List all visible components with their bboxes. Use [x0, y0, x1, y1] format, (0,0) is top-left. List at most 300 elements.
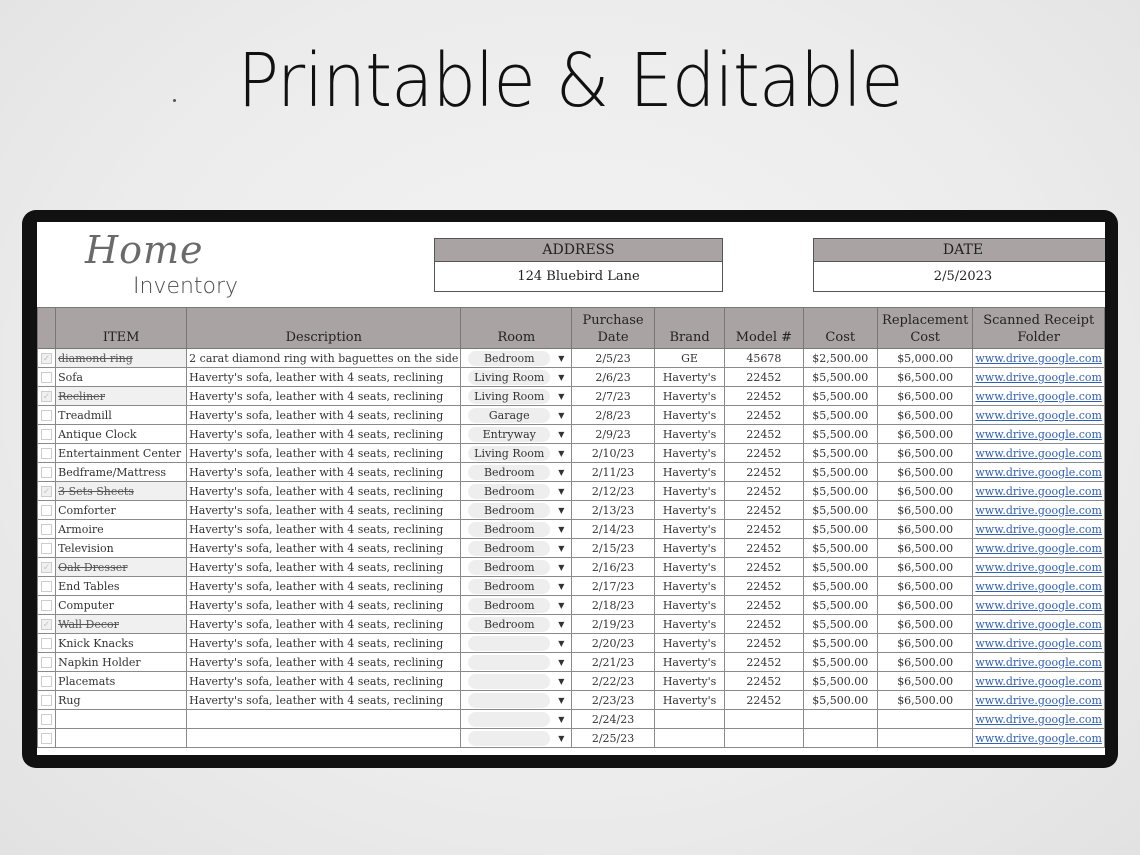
model-cell[interactable]: 22452	[725, 444, 803, 463]
room-value: Bedroom	[468, 560, 550, 575]
description-cell[interactable]	[187, 729, 461, 748]
description-cell[interactable]: 2 carat diamond ring with baguettes on the side	[187, 349, 461, 368]
cost-cell[interactable]: $5,500.00	[803, 368, 877, 387]
cost-cell[interactable]: $5,500.00	[803, 558, 877, 577]
room-value	[468, 655, 550, 670]
replacement-cost-cell[interactable]: $6,500.00	[877, 596, 972, 615]
table-row	[38, 463, 1105, 482]
description-cell[interactable]: Haverty's sofa, leather with 4 seats, reclining	[187, 596, 461, 615]
check-cell	[38, 634, 56, 653]
brand-cell[interactable]: Haverty's	[654, 463, 724, 482]
check-cell	[38, 558, 56, 577]
room-value: Bedroom	[468, 351, 550, 366]
checkbox[interactable]	[41, 372, 52, 383]
cost-cell[interactable]: $5,500.00	[803, 425, 877, 444]
description-cell[interactable]: Haverty's sofa, leather with 4 seats, reclining	[187, 615, 461, 634]
room-dropdown[interactable]	[461, 634, 572, 653]
triangle-down-icon[interactable]: ▼	[558, 695, 565, 705]
address-field[interactable]: 124 Bluebird Lane	[517, 269, 640, 284]
model-cell[interactable]: 22452	[725, 520, 803, 539]
triangle-down-icon[interactable]: ▼	[558, 448, 565, 458]
brand-cell[interactable]: Haverty's	[654, 577, 724, 596]
description-cell[interactable]: Haverty's sofa, leather with 4 seats, reclining	[187, 691, 461, 710]
check-cell	[38, 672, 56, 691]
triangle-down-icon[interactable]: ▼	[558, 391, 565, 401]
cost-cell[interactable]: $5,500.00	[803, 444, 877, 463]
room-dropdown[interactable]	[461, 387, 572, 406]
speck	[173, 99, 176, 102]
header-purchase-date: Purchase Date	[572, 308, 655, 349]
room-dropdown[interactable]	[461, 653, 572, 672]
room-dropdown[interactable]	[461, 349, 572, 368]
checkbox[interactable]	[41, 429, 52, 440]
replacement-cost-cell[interactable]: $6,500.00	[877, 444, 972, 463]
model-cell[interactable]: 22452	[725, 558, 803, 577]
check-cell	[38, 444, 56, 463]
brand-cell[interactable]	[654, 710, 724, 729]
cost-cell[interactable]: $5,500.00	[803, 653, 877, 672]
checkbox[interactable]	[41, 695, 52, 706]
receipt-link[interactable]: www.drive.google.com	[973, 520, 1105, 539]
purchase-date-cell[interactable]: 2/7/23	[572, 387, 655, 406]
item-cell[interactable]: Rug	[56, 691, 187, 710]
table-row	[38, 729, 1105, 748]
cost-cell[interactable]: $5,500.00	[803, 463, 877, 482]
brand-cell[interactable]: Haverty's	[654, 482, 724, 501]
description-cell[interactable]: Haverty's sofa, leather with 4 seats, reclining	[187, 501, 461, 520]
receipt-link[interactable]: www.drive.google.com	[973, 691, 1105, 710]
checkbox[interactable]	[41, 733, 52, 744]
header-item: ITEM	[56, 308, 187, 349]
receipt-link[interactable]: www.drive.google.com	[973, 653, 1105, 672]
item-cell[interactable]: Oak Dresser	[56, 558, 187, 577]
table-row	[38, 710, 1105, 729]
description-cell[interactable]: Haverty's sofa, leather with 4 seats, reclining	[187, 539, 461, 558]
room-value: Bedroom	[468, 579, 550, 594]
header-cost: Cost	[803, 308, 877, 349]
triangle-down-icon[interactable]: ▼	[558, 486, 565, 496]
purchase-date-cell[interactable]: 2/19/23	[572, 615, 655, 634]
model-cell[interactable]: 22452	[725, 691, 803, 710]
replacement-cost-cell[interactable]: $6,500.00	[877, 406, 972, 425]
purchase-date-cell[interactable]: 2/16/23	[572, 558, 655, 577]
headline: Printable & Editable	[237, 38, 903, 124]
table-row	[38, 653, 1105, 672]
cost-cell[interactable]	[803, 729, 877, 748]
description-cell[interactable]: Haverty's sofa, leather with 4 seats, reclining	[187, 653, 461, 672]
item-cell[interactable]	[56, 729, 187, 748]
date-field[interactable]: 2/5/2023	[933, 269, 993, 284]
triangle-down-icon[interactable]: ▼	[558, 733, 565, 743]
description-cell[interactable]: Haverty's sofa, leather with 4 seats, reclining	[187, 406, 461, 425]
room-value: Living Room	[468, 446, 550, 461]
room-value	[468, 636, 550, 651]
room-value: Bedroom	[468, 484, 550, 499]
triangle-down-icon[interactable]: ▼	[558, 676, 565, 686]
purchase-date-cell[interactable]: 2/8/23	[572, 406, 655, 425]
checkbox[interactable]	[41, 619, 52, 630]
check-cell	[38, 596, 56, 615]
receipt-link[interactable]: www.drive.google.com	[973, 349, 1105, 368]
checkbox[interactable]	[41, 714, 52, 725]
room-value: Living Room	[468, 389, 550, 404]
check-cell	[38, 482, 56, 501]
item-cell[interactable]: Sofa	[56, 368, 187, 387]
purchase-date-cell[interactable]: 2/22/23	[572, 672, 655, 691]
room-value: Entryway	[468, 427, 550, 442]
checkbox[interactable]	[41, 543, 52, 554]
replacement-cost-cell[interactable]: $6,500.00	[877, 387, 972, 406]
item-cell[interactable]: Entertainment Center	[56, 444, 187, 463]
replacement-cost-cell[interactable]: $6,500.00	[877, 482, 972, 501]
description-cell[interactable]	[187, 710, 461, 729]
model-cell[interactable]: 22452	[725, 463, 803, 482]
cost-cell[interactable]: $5,500.00	[803, 634, 877, 653]
purchase-date-cell[interactable]: 2/24/23	[572, 710, 655, 729]
cost-cell[interactable]: $5,500.00	[803, 501, 877, 520]
receipt-link[interactable]: www.drive.google.com	[973, 558, 1105, 577]
room-dropdown[interactable]	[461, 482, 572, 501]
room-value: Living Room	[468, 370, 550, 385]
model-cell[interactable]: 22452	[725, 596, 803, 615]
triangle-down-icon[interactable]: ▼	[558, 410, 565, 420]
triangle-down-icon[interactable]: ▼	[558, 524, 565, 534]
replacement-cost-cell[interactable]: $6,500.00	[877, 558, 972, 577]
room-value: Bedroom	[468, 503, 550, 518]
cost-cell[interactable]: $2,500.00	[803, 349, 877, 368]
receipt-link[interactable]: www.drive.google.com	[973, 710, 1105, 729]
checkbox[interactable]	[41, 562, 52, 573]
item-cell[interactable]: diamond ring	[56, 349, 187, 368]
brand-cell[interactable]: Haverty's	[654, 691, 724, 710]
room-dropdown[interactable]	[461, 463, 572, 482]
model-cell[interactable]: 45678	[725, 349, 803, 368]
model-cell[interactable]: 22452	[725, 672, 803, 691]
model-cell[interactable]	[725, 729, 803, 748]
room-dropdown[interactable]	[461, 501, 572, 520]
room-dropdown[interactable]	[461, 444, 572, 463]
room-dropdown[interactable]	[461, 691, 572, 710]
receipt-link[interactable]: www.drive.google.com	[973, 729, 1105, 748]
receipt-link[interactable]: www.drive.google.com	[973, 463, 1105, 482]
model-cell[interactable]: 22452	[725, 501, 803, 520]
receipt-link[interactable]: www.drive.google.com	[973, 444, 1105, 463]
cost-cell[interactable]	[803, 710, 877, 729]
room-dropdown[interactable]	[461, 406, 572, 425]
brand-cell[interactable]: Haverty's	[654, 634, 724, 653]
cost-cell[interactable]: $5,500.00	[803, 387, 877, 406]
table-row	[38, 539, 1105, 558]
room-dropdown[interactable]	[461, 558, 572, 577]
model-cell[interactable]: 22452	[725, 615, 803, 634]
description-cell[interactable]: Haverty's sofa, leather with 4 seats, reclining	[187, 463, 461, 482]
room-dropdown[interactable]	[461, 368, 572, 387]
table-row	[38, 425, 1105, 444]
table-row	[38, 368, 1105, 387]
check-cell	[38, 349, 56, 368]
table-row	[38, 558, 1105, 577]
model-cell[interactable]: 22452	[725, 539, 803, 558]
item-cell[interactable]: Bedframe/Mattress	[56, 463, 187, 482]
triangle-down-icon[interactable]: ▼	[558, 429, 565, 439]
cost-cell[interactable]: $5,500.00	[803, 406, 877, 425]
receipt-link[interactable]: www.drive.google.com	[973, 501, 1105, 520]
table-row	[38, 691, 1105, 710]
checkbox[interactable]	[41, 467, 52, 478]
brand-cell[interactable]: Haverty's	[654, 615, 724, 634]
cost-cell[interactable]: $5,500.00	[803, 691, 877, 710]
check-cell	[38, 577, 56, 596]
room-value: Bedroom	[468, 598, 550, 613]
purchase-date-cell[interactable]: 2/11/23	[572, 463, 655, 482]
header-description: Description	[187, 308, 461, 349]
cost-cell[interactable]: $5,500.00	[803, 615, 877, 634]
triangle-down-icon[interactable]: ▼	[558, 638, 565, 648]
checkbox[interactable]	[41, 581, 52, 592]
checkbox[interactable]	[41, 353, 52, 364]
replacement-cost-cell[interactable]: $6,500.00	[877, 463, 972, 482]
room-dropdown[interactable]	[461, 520, 572, 539]
header-room: Room	[461, 308, 572, 349]
receipt-link[interactable]: www.drive.google.com	[973, 615, 1105, 634]
cost-cell[interactable]: $5,500.00	[803, 520, 877, 539]
check-cell	[38, 425, 56, 444]
description-cell[interactable]: Haverty's sofa, leather with 4 seats, reclining	[187, 577, 461, 596]
room-dropdown[interactable]	[461, 729, 572, 748]
brand-cell[interactable]: Haverty's	[654, 520, 724, 539]
brand-cell[interactable]: Haverty's	[654, 596, 724, 615]
check-cell	[38, 406, 56, 425]
purchase-date-cell[interactable]: 2/6/23	[572, 368, 655, 387]
description-cell[interactable]: Haverty's sofa, leather with 4 seats, reclining	[187, 634, 461, 653]
item-cell[interactable]: Computer	[56, 596, 187, 615]
brand-cell[interactable]: GE	[654, 349, 724, 368]
table-row	[38, 672, 1105, 691]
purchase-date-cell[interactable]: 2/20/23	[572, 634, 655, 653]
brand-cell[interactable]: Haverty's	[654, 387, 724, 406]
table-row	[38, 349, 1105, 368]
receipt-link[interactable]: www.drive.google.com	[973, 368, 1105, 387]
triangle-down-icon[interactable]: ▼	[558, 543, 565, 553]
item-cell[interactable]: Placemats	[56, 672, 187, 691]
triangle-down-icon[interactable]: ▼	[558, 581, 565, 591]
checkbox[interactable]	[41, 410, 52, 421]
model-cell[interactable]: 22452	[725, 406, 803, 425]
check-cell	[38, 653, 56, 672]
replacement-cost-cell[interactable]: $6,500.00	[877, 691, 972, 710]
purchase-date-cell[interactable]: 2/21/23	[572, 653, 655, 672]
room-dropdown[interactable]	[461, 615, 572, 634]
description-cell[interactable]: Haverty's sofa, leather with 4 seats, reclining	[187, 520, 461, 539]
model-cell[interactable]: 22452	[725, 387, 803, 406]
model-cell[interactable]	[725, 710, 803, 729]
replacement-cost-cell[interactable]: $6,500.00	[877, 425, 972, 444]
table-row	[38, 634, 1105, 653]
header-brand: Brand	[654, 308, 724, 349]
replacement-cost-cell[interactable]: $6,500.00	[877, 501, 972, 520]
model-cell[interactable]: 22452	[725, 653, 803, 672]
purchase-date-cell[interactable]: 2/23/23	[572, 691, 655, 710]
checkbox[interactable]	[41, 448, 52, 459]
check-cell	[38, 729, 56, 748]
check-cell	[38, 368, 56, 387]
description-cell[interactable]: Haverty's sofa, leather with 4 seats, reclining	[187, 387, 461, 406]
brand-cell[interactable]: Haverty's	[654, 444, 724, 463]
receipt-link[interactable]: www.drive.google.com	[973, 596, 1105, 615]
item-cell[interactable]: 3 Sets Sheets	[56, 482, 187, 501]
replacement-cost-cell[interactable]: $6,500.00	[877, 615, 972, 634]
cost-cell[interactable]: $5,500.00	[803, 482, 877, 501]
model-cell[interactable]: 22452	[725, 634, 803, 653]
brand-cell[interactable]: Haverty's	[654, 653, 724, 672]
triangle-down-icon[interactable]: ▼	[558, 505, 565, 515]
triangle-down-icon[interactable]: ▼	[558, 657, 565, 667]
replacement-cost-cell[interactable]: $6,500.00	[877, 520, 972, 539]
triangle-down-icon[interactable]: ▼	[558, 714, 565, 724]
check-cell	[38, 615, 56, 634]
room-value: Bedroom	[468, 522, 550, 537]
description-cell[interactable]: Haverty's sofa, leather with 4 seats, reclining	[187, 444, 461, 463]
purchase-date-cell[interactable]: 2/14/23	[572, 520, 655, 539]
table-row	[38, 577, 1105, 596]
purchase-date-cell[interactable]: 2/15/23	[572, 539, 655, 558]
check-icon: ✓	[42, 487, 51, 497]
brand-cell[interactable]	[654, 729, 724, 748]
address-box	[434, 238, 723, 292]
model-cell[interactable]: 22452	[725, 482, 803, 501]
item-cell[interactable]: Television	[56, 539, 187, 558]
cost-cell[interactable]: $5,500.00	[803, 539, 877, 558]
triangle-down-icon[interactable]: ▼	[558, 600, 565, 610]
room-dropdown[interactable]	[461, 596, 572, 615]
room-value	[468, 693, 550, 708]
room-dropdown[interactable]	[461, 425, 572, 444]
purchase-date-cell[interactable]: 2/25/23	[572, 729, 655, 748]
checkbox[interactable]	[41, 657, 52, 668]
room-dropdown[interactable]	[461, 710, 572, 729]
model-cell[interactable]: 22452	[725, 577, 803, 596]
receipt-link[interactable]: www.drive.google.com	[973, 539, 1105, 558]
room-value: Bedroom	[468, 465, 550, 480]
receipt-link[interactable]: www.drive.google.com	[973, 387, 1105, 406]
room-value	[468, 712, 550, 727]
table-row	[38, 501, 1105, 520]
item-cell[interactable]: Armoire	[56, 520, 187, 539]
triangle-down-icon[interactable]: ▼	[558, 619, 565, 629]
checkbox[interactable]	[41, 600, 52, 611]
spreadsheet	[37, 222, 1105, 755]
item-cell[interactable]	[56, 710, 187, 729]
item-cell[interactable]: Treadmill	[56, 406, 187, 425]
header-receipt-folder: Scanned Receipt Folder	[973, 308, 1105, 349]
item-cell[interactable]: Recliner	[56, 387, 187, 406]
purchase-date-cell[interactable]: 2/13/23	[572, 501, 655, 520]
receipt-link[interactable]: www.drive.google.com	[973, 482, 1105, 501]
table-row	[38, 615, 1105, 634]
header-row	[38, 308, 1105, 349]
receipt-link[interactable]: www.drive.google.com	[973, 406, 1105, 425]
cost-cell[interactable]: $5,500.00	[803, 577, 877, 596]
check-icon: ✓	[42, 392, 51, 402]
replacement-cost-cell[interactable]	[877, 729, 972, 748]
brand-cell[interactable]: Haverty's	[654, 425, 724, 444]
cost-cell[interactable]: $5,500.00	[803, 672, 877, 691]
receipt-link[interactable]: www.drive.google.com	[973, 672, 1105, 691]
replacement-cost-cell[interactable]: $6,500.00	[877, 672, 972, 691]
description-cell[interactable]: Haverty's sofa, leather with 4 seats, reclining	[187, 425, 461, 444]
brand-cell[interactable]: Haverty's	[654, 672, 724, 691]
triangle-down-icon[interactable]: ▼	[558, 467, 565, 477]
replacement-cost-cell[interactable]: $6,500.00	[877, 634, 972, 653]
check-cell	[38, 710, 56, 729]
brand-cell[interactable]: Haverty's	[654, 558, 724, 577]
purchase-date-cell[interactable]: 2/10/23	[572, 444, 655, 463]
receipt-link[interactable]: www.drive.google.com	[973, 577, 1105, 596]
replacement-cost-cell[interactable]: $6,500.00	[877, 539, 972, 558]
item-cell[interactable]: End Tables	[56, 577, 187, 596]
purchase-date-cell[interactable]: 2/12/23	[572, 482, 655, 501]
checkbox[interactable]	[41, 391, 52, 402]
triangle-down-icon[interactable]: ▼	[558, 353, 565, 363]
room-value: Bedroom	[468, 617, 550, 632]
brand-cell[interactable]: Haverty's	[654, 501, 724, 520]
model-cell[interactable]: 22452	[725, 368, 803, 387]
checkbox[interactable]	[41, 524, 52, 535]
replacement-cost-cell[interactable]: $6,500.00	[877, 577, 972, 596]
item-cell[interactable]: Knick Knacks	[56, 634, 187, 653]
description-cell[interactable]: Haverty's sofa, leather with 4 seats, reclining	[187, 368, 461, 387]
replacement-cost-cell[interactable]: $5,000.00	[877, 349, 972, 368]
room-dropdown[interactable]	[461, 577, 572, 596]
replacement-cost-cell[interactable]: $6,500.00	[877, 653, 972, 672]
purchase-date-cell[interactable]: 2/18/23	[572, 596, 655, 615]
checkbox[interactable]	[41, 486, 52, 497]
item-cell[interactable]: Comforter	[56, 501, 187, 520]
cost-cell[interactable]: $5,500.00	[803, 596, 877, 615]
description-cell[interactable]: Haverty's sofa, leather with 4 seats, reclining	[187, 482, 461, 501]
receipt-link[interactable]: www.drive.google.com	[973, 634, 1105, 653]
check-cell	[38, 463, 56, 482]
replacement-cost-cell[interactable]: $6,500.00	[877, 368, 972, 387]
check-cell	[38, 691, 56, 710]
table-row	[38, 596, 1105, 615]
checkbox[interactable]	[41, 638, 52, 649]
purchase-date-cell[interactable]: 2/9/23	[572, 425, 655, 444]
room-dropdown[interactable]	[461, 672, 572, 691]
purchase-date-cell[interactable]: 2/17/23	[572, 577, 655, 596]
table-body	[38, 349, 1105, 748]
item-cell[interactable]: Wall Decor	[56, 615, 187, 634]
triangle-down-icon[interactable]: ▼	[558, 562, 565, 572]
checkbox[interactable]	[41, 676, 52, 687]
checkbox[interactable]	[41, 505, 52, 516]
description-cell[interactable]: Haverty's sofa, leather with 4 seats, reclining	[187, 672, 461, 691]
room-dropdown[interactable]	[461, 539, 572, 558]
triangle-down-icon[interactable]: ▼	[558, 372, 565, 382]
item-cell[interactable]: Napkin Holder	[56, 653, 187, 672]
brand-cell[interactable]: Haverty's	[654, 368, 724, 387]
model-cell[interactable]: 22452	[725, 425, 803, 444]
item-cell[interactable]: Antique Clock	[56, 425, 187, 444]
brand-cell[interactable]: Haverty's	[654, 406, 724, 425]
replacement-cost-cell[interactable]	[877, 710, 972, 729]
table-row	[38, 387, 1105, 406]
header-check	[38, 308, 56, 349]
receipt-link[interactable]: www.drive.google.com	[973, 425, 1105, 444]
brand-cell[interactable]: Haverty's	[654, 539, 724, 558]
description-cell[interactable]: Haverty's sofa, leather with 4 seats, reclining	[187, 558, 461, 577]
purchase-date-cell[interactable]: 2/5/23	[572, 349, 655, 368]
